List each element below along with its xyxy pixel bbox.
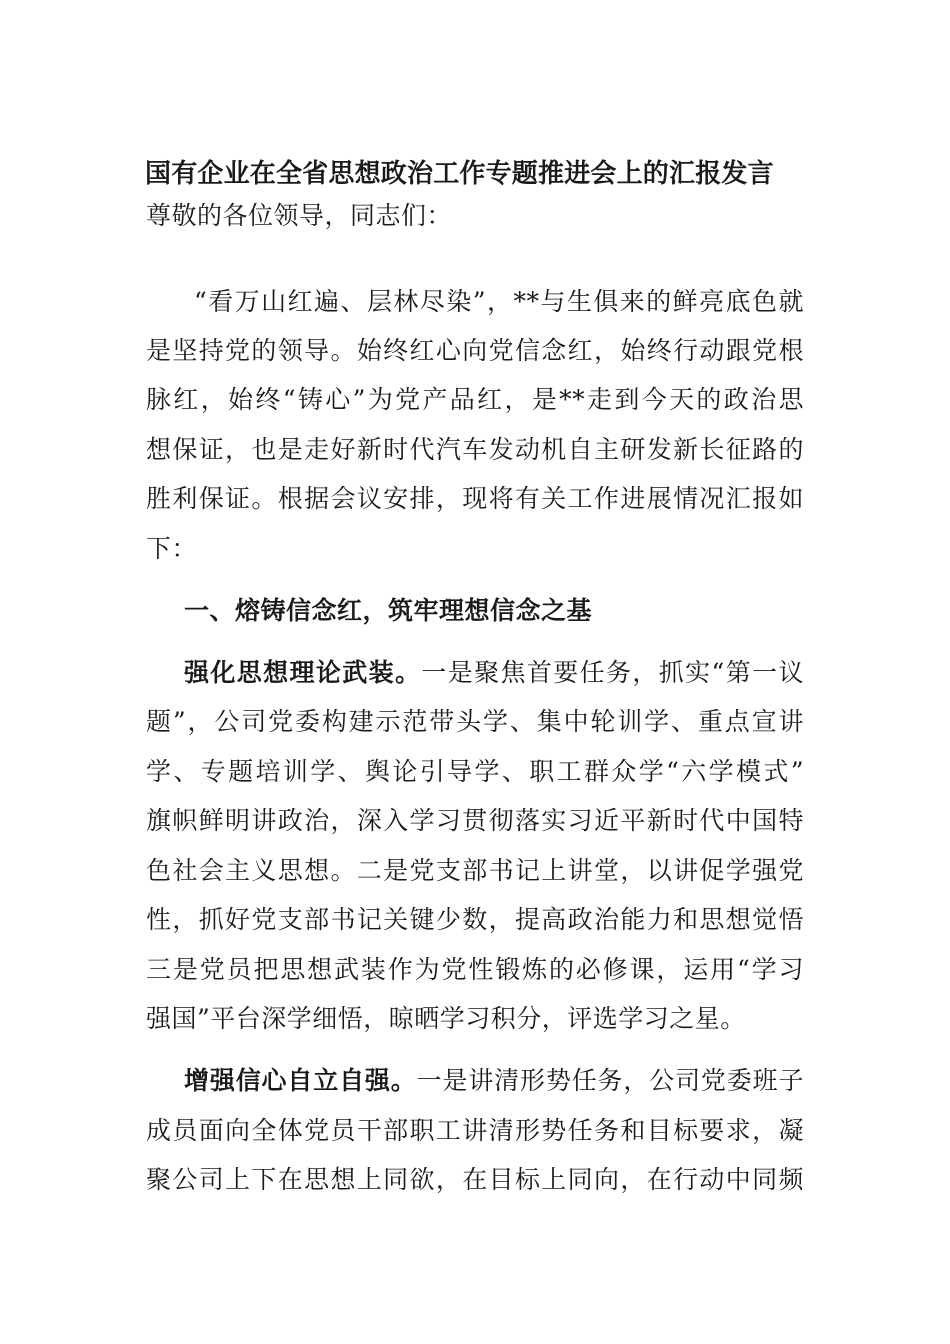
para1-line-3: 学、专题培训学、舆论引导学、职工群众学“六学模式”	[146, 757, 804, 786]
para2-first-rest: 一是讲清形势任务，公司党委班子	[416, 1066, 804, 1095]
para2-line-2: 成员面向全体党员干部职工讲清形势任务和目标要求，凝	[146, 1116, 804, 1145]
intro-line-2: 是坚持党的领导。始终红心向党信念红，始终行动跟党根	[146, 336, 804, 365]
intro-line-4: 想保证，也是走好新时代汽车发动机自主研发新长征路的	[146, 435, 804, 464]
document-title: 国有企业在全省思想政治工作专题推进会上的汇报发言	[145, 159, 774, 189]
para2-line-3: 聚公司上下在思想上同欲，在目标上同向，在行动中同频	[146, 1165, 804, 1194]
para1-line-5: 色社会主义思想。二是党支部书记上讲堂，以讲促学强党	[146, 856, 804, 885]
para2-lead: 增强信心自立自强。	[184, 1066, 417, 1095]
salutation: 尊敬的各位领导，同志们：	[146, 201, 453, 230]
intro-line-5: 胜利保证。根据会议安排，现将有关工作进展情况汇报如	[146, 484, 804, 513]
section-heading-1: 一、熔铸信念红，筑牢理想信念之基	[184, 596, 593, 625]
para1-line-8: 强国”平台深学细悟，晾晒学习积分，评选学习之星。	[146, 1004, 746, 1033]
para2-line-1	[184, 1061, 804, 1101]
para1-first-rest: 一是聚焦首要任务，抓实“第一议	[421, 658, 804, 687]
para1-line-2: 题”，公司党委构建示范带头学、集中轮训学、重点宣讲	[146, 707, 804, 736]
intro-line-1: “看万山红遍、层林尽染”，**与生俱来的鲜亮底色就	[194, 287, 804, 316]
para1-line-4: 旗帜鲜明讲政治，深入学习贯彻落实习近平新时代中国特	[146, 806, 804, 835]
intro-line-6: 下：	[146, 534, 198, 563]
para1-line-1	[184, 653, 804, 693]
para1-line-6: 性，抓好党支部书记关键少数，提高政治能力和思想觉悟	[146, 905, 804, 934]
intro-line-3: 脉红，始终“铸心”为党产品红，是**走到今天的政治思	[146, 385, 804, 414]
para1-line-7: 三是党员把思想武装作为党性锻炼的必修课，运用“学习	[146, 955, 804, 984]
para1-lead: 强化思想理论武装。	[184, 658, 422, 687]
